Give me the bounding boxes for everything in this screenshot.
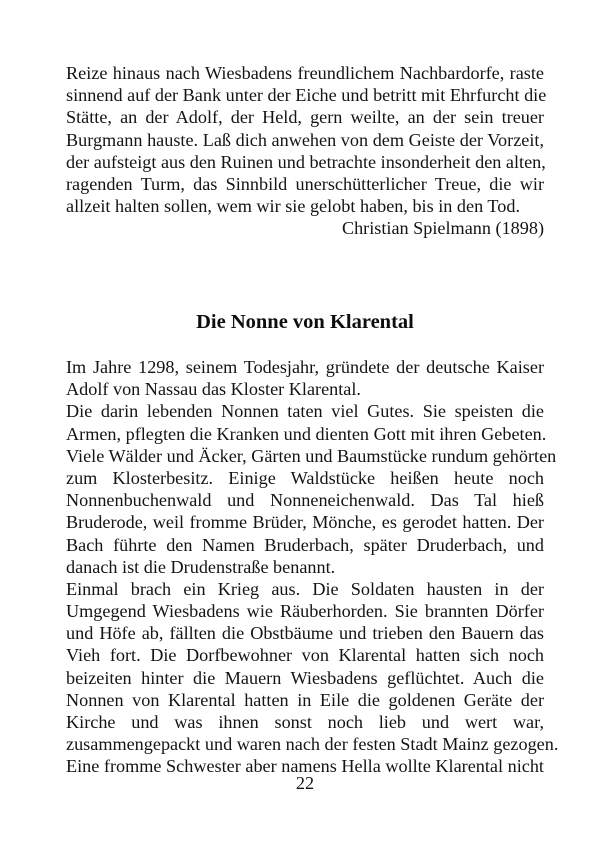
text-line: Umgegend Wiesbadens wie Räuberhorden. Sie brannten Dörfer: [66, 601, 544, 622]
text-line: Burgmann hauste. Laß dich anwehen von dem Geiste der Vorzeit,: [66, 129, 544, 150]
text-line: Nonnenbuchenwald und Nonneneichenwald. Das Tal hieß: [66, 490, 544, 511]
text-line: Vieh fort. Die Dorfbewohner von Klarental hatten sich noch: [66, 645, 544, 666]
story-title: Die Nonne von Klarental: [196, 311, 414, 333]
text-line: Kirche und was ihnen sonst noch lieb und wert war,: [66, 712, 544, 732]
text-line: Nonnen von Klarental hatten in Eile die goldenen Geräte der: [66, 689, 544, 710]
text-line: Armen, pflegten die Kranken und dienten Gott mit ihren Gebeten.: [66, 423, 547, 444]
text-line: Eine fromme Schwester aber namens Hella wollte Klarental nicht: [66, 756, 544, 777]
text-line: Stätte, an der Adolf, der Held, gern weilte, an der sein treuer: [66, 107, 544, 128]
page-number: 22: [295, 773, 315, 793]
text-line: Die darin lebenden Nonnen taten viel Gutes. Sie speisten die: [66, 401, 544, 422]
text-line: Bach führte den Namen Bruderbach, später Druderbach, und: [66, 534, 544, 555]
story-body: [66, 356, 559, 778]
text-line: zum Klosterbesitz. Einige Waldstücke heißen heute noch: [66, 467, 544, 488]
text-line: danach ist die Drudenstraße benannt.: [66, 556, 336, 577]
text-line: Einmal brach ein Krieg aus. Die Soldaten hausten in der: [66, 578, 544, 599]
text-line: Adolf von Nassau das Kloster Klarental.: [66, 379, 361, 400]
text-line: und Höfe ab, fällten die Obstbäume und trieben den Bauern das: [66, 623, 544, 644]
text-line: ragenden Turm, das Sinnbild unerschütterlicher Treue, die wir: [66, 173, 544, 194]
quote-passage: [66, 62, 547, 240]
text-line: beizeiten hinter die Mauern Wiesbadens geflüchtet. Auch die: [66, 667, 544, 688]
text-line: Viele Wälder und Äcker, Gärten und Baumstücke rundum gehörten: [66, 445, 557, 466]
text-line: Bruderode, weil fromme Brüder, Mönche, es gerodet hatten. Der: [66, 512, 544, 533]
text-line: Reize hinaus nach Wiesbadens freundlichem Nachbardorfe, raste: [66, 63, 544, 83]
text-line: Im Jahre 1298, seinem Todesjahr, gründete der deutsche Kaiser: [66, 357, 544, 377]
quote-attribution: Christian Spielmann (1898): [341, 218, 544, 239]
text-line: zusammengepackt und waren nach der festen Stadt Mainz gezogen.: [66, 734, 559, 755]
text-line: der aufsteigt aus den Ruinen und betrachte insonderheit den alten,: [66, 151, 546, 172]
text-line: sinnend auf der Bank unter der Eiche und betritt mit Ehrfurcht die: [66, 85, 547, 106]
text-line: allzeit halten sollen, wem wir sie gelobt haben, bis in den Tod.: [66, 196, 520, 217]
